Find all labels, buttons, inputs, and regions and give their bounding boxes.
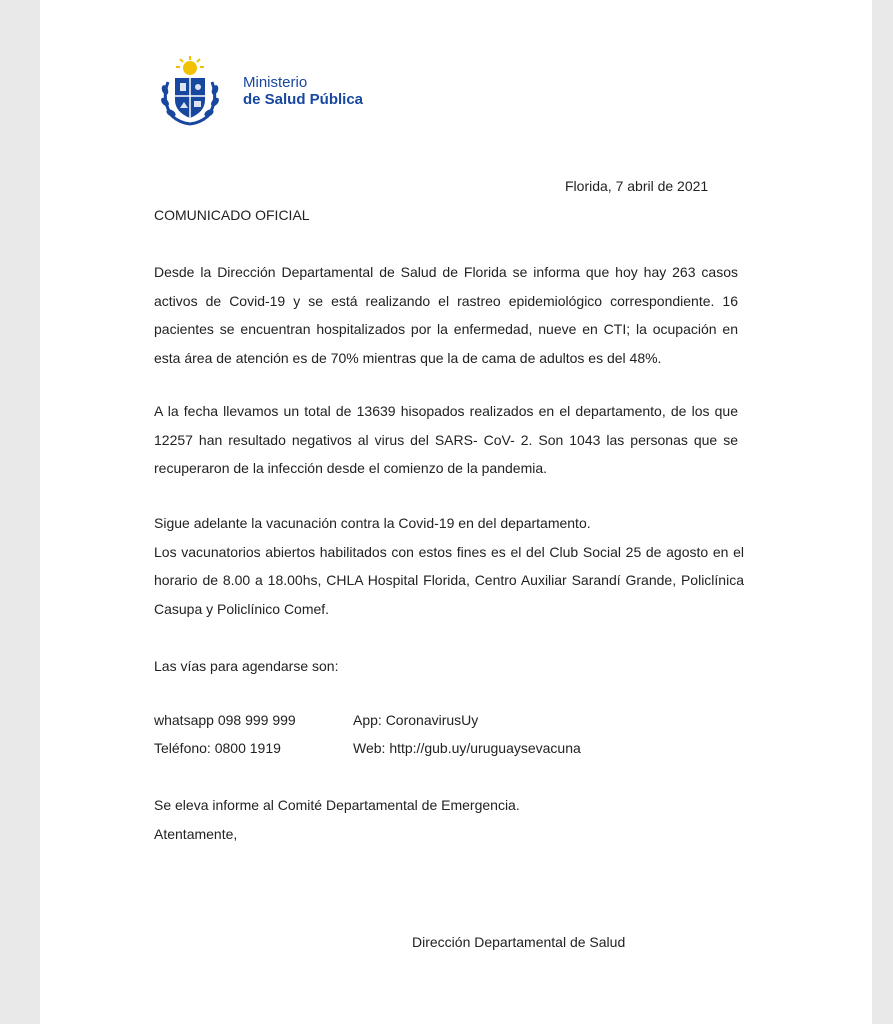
agenda-intro: Las vías para agendarse son:	[154, 658, 339, 674]
contact-row	[154, 706, 754, 734]
whatsapp-contact: whatsapp 098 999 999	[154, 712, 296, 728]
ministry-name	[243, 74, 363, 108]
paragraph-swab-tests: A la fecha llevamos un total de 13639 hisopados realizados en el departamento, de los que 12257 han resultado negativos al virus del SARS- CoV- 2. Son 1043 las personas que se recuperaron de la infección desde el comienzo de la pandemia.	[154, 403, 738, 476]
signature: Dirección Departamental de Salud	[412, 934, 626, 950]
document-heading: COMUNICADO OFICIAL	[154, 207, 310, 223]
closing-block	[154, 791, 520, 848]
paragraph-active-cases: Desde la Dirección Departamental de Salud de Florida se informa que hoy hay 263 casos activos de Covid-19 y se está realizando el rastreo epidemiológico correspondiente. 16 pacientes se encuentran hospitalizados por la enfermedad, nueve en CTI; la ocupación en esta área de atención es de 70% mientras que la de cama de adultos es del 48%.	[154, 264, 738, 366]
ministry-coat-of-arms-logo	[158, 56, 222, 126]
closing-line-report: Se eleva informe al Comité Departamental de Emergencia.	[154, 797, 520, 813]
closing-line-regards: Atentamente,	[154, 825, 238, 842]
document-page	[40, 0, 872, 1024]
vaccination-intro-line: Sigue adelante la vacunación contra la Covid-19 en del departamento.	[154, 515, 591, 531]
web-contact: Web: http://gub.uy/uruguaysevacuna	[353, 740, 581, 756]
phone-contact: Teléfono: 0800 1919	[154, 740, 281, 756]
document-date: Florida, 7 abril de 2021	[565, 178, 709, 194]
vaccination-centers-text: Los vacunatorios abiertos habilitados con estos fines es el del Club Social 25 de agosto en el horario de 8.00 a 18.00hs, CHLA Hospital Florida, Centro Auxiliar Sarandí Grande, Policlínica Casupa y Policlínico Comef.	[154, 543, 744, 617]
ministry-name-line2: de Salud Pública	[243, 91, 364, 108]
contact-row	[154, 734, 754, 762]
ministry-name-line1: Ministerio	[243, 74, 308, 91]
app-contact: App: CoronavirusUy	[353, 712, 479, 728]
paragraph-vaccination	[154, 509, 744, 623]
